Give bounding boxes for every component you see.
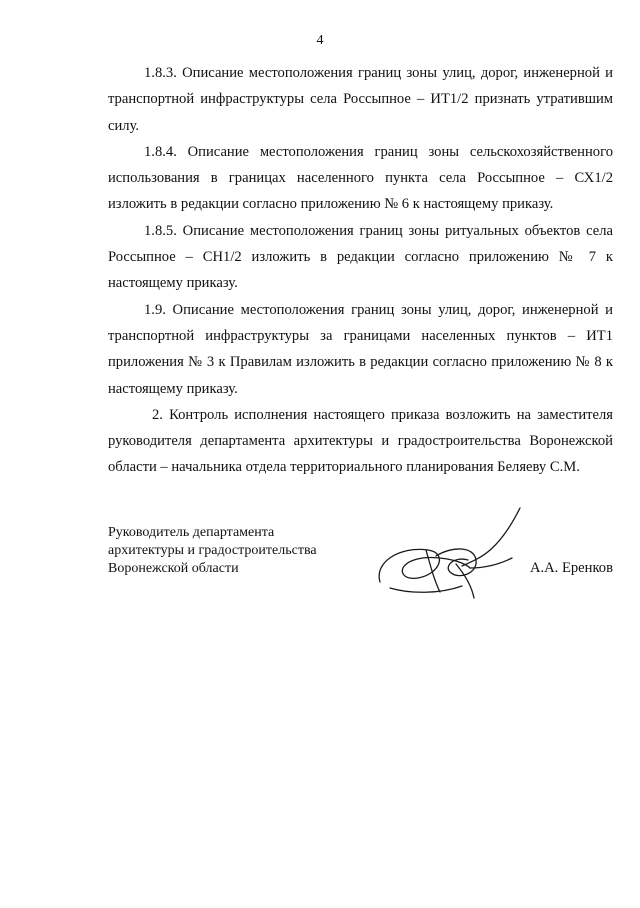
signer-position-line: Руководитель департамента <box>108 525 275 540</box>
signer-position-line: Воронежской области <box>108 561 239 576</box>
handwritten-signature <box>370 502 530 612</box>
paragraph-1-8-3: 1.8.3. Описание местоположения границ зоны улиц, дорог, инженерной и транспортной инфраструктуры села Россыпное – ИТ1/2 признать утратившим силу. <box>108 65 613 134</box>
signer-position-line: архитектуры и градостроительства <box>108 543 317 558</box>
paragraph-1-8-4: 1.8.4. Описание местоположения границ зоны сельскохозяйственного использования в границах населенного пункта села Россыпное – СХ1/2 изложить в редакции согласно приложению № 6 к настоящему приказу. <box>108 143 613 213</box>
paragraph-1-8-5: 1.8.5. Описание местоположения границ зоны ритуальных объектов села Россыпное – СН1/2 изложить в редакции согласно приложению № 7 к настоящему приказу. <box>108 222 613 292</box>
signer-name: А.А. Еренков <box>529 560 613 576</box>
document-body <box>108 60 613 481</box>
paragraph-1-9: 1.9. Описание местоположения границ зоны улиц, дорог, инженерной и транспортной инфраструктуры за границами населенных пунктов – ИТ1 приложения № 3 к Правилам изложить в редакции согласно приложению № 8 к настоящему приказу. <box>108 301 613 397</box>
signature-block <box>108 524 613 624</box>
page-number: 4 <box>316 33 324 48</box>
signer-position <box>108 524 368 578</box>
paragraph-2: 2. Контроль исполнения настоящего приказа возложить на заместителя руководителя департамента архитектуры и градостроительства Воронежской области – начальника отдела территориального планирования Беляеву С.М. <box>108 406 613 476</box>
